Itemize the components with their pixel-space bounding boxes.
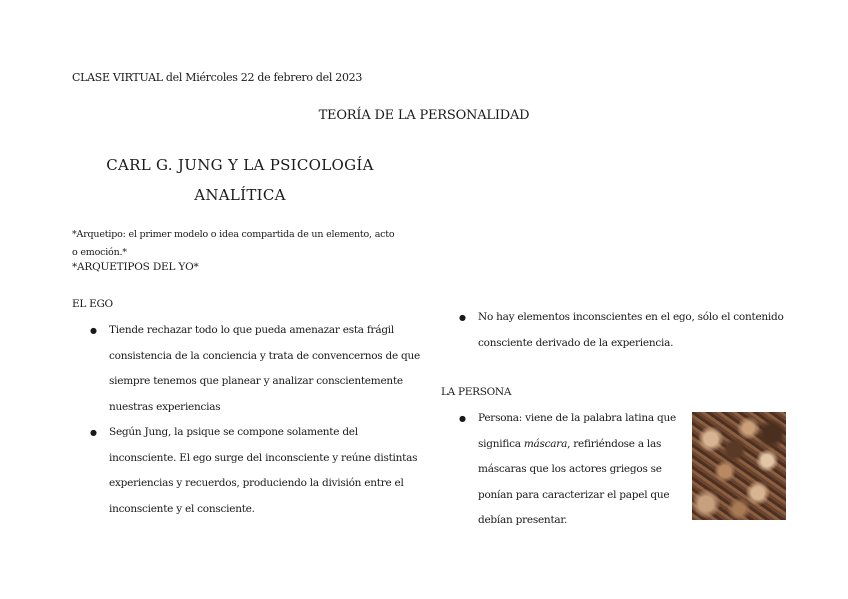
class-header: CLASE VIRTUAL del Miércoles 22 de febrero del 2023	[72, 71, 363, 84]
bullet-icon: ●	[90, 326, 97, 335]
masks-photo	[692, 412, 786, 520]
bullet-line: nuestras experiencias	[109, 400, 221, 413]
list-item	[459, 305, 799, 356]
persona-heading: LA PERSONA	[441, 386, 512, 398]
list-item	[459, 406, 689, 534]
archetype-definition: *Arquetipo: el primer modelo o idea compartida de un elemento, acto o emoción.*	[72, 229, 395, 258]
bullet-line: Tiende rechazar todo lo que pueda amenazar esta frágil	[109, 324, 395, 336]
list-item	[90, 318, 420, 420]
main-title-line1: CARL G. JUNG Y LA PSICOLOGÍA	[106, 156, 374, 174]
bullet-line: siempre tenemos que planear y analizar conscientemente	[109, 375, 403, 387]
main-title-line2: ANALÍTICA	[194, 186, 286, 204]
bullet-line: inconsciente y el consciente.	[109, 502, 255, 515]
ego-bullet-list	[90, 318, 420, 522]
bullet-line: inconsciente. El ego surge del inconsciente y reúne distintas	[109, 451, 418, 464]
persona-bullet-list	[459, 406, 689, 534]
bullet-line: significa máscara, refiriéndose a las	[478, 437, 662, 450]
ego-right-bullet-list	[459, 305, 799, 356]
bullet-line: Según Jung, la psique se compone solamente del	[109, 426, 358, 438]
bullet-line: consciente derivado de la experiencia.	[478, 336, 674, 349]
bullet-line: experiencias y recuerdos, produciendo la división entre el	[109, 477, 404, 489]
archetypes-heading: *ARQUETIPOS DEL YO*	[72, 261, 199, 273]
theory-title: TEORÍA DE LA PERSONALIDAD	[318, 108, 530, 123]
bullet-line: No hay elementos inconscientes en el ego, sólo el contenido	[478, 311, 784, 323]
bullet-line: consistencia de la conciencia y trata de convencernos de que	[109, 349, 421, 362]
bullet-line: máscaras que los actores griegos se	[478, 463, 662, 475]
bullet-icon: ●	[459, 414, 466, 423]
ego-heading: EL EGO	[72, 298, 113, 310]
list-item	[90, 420, 420, 522]
bullet-icon: ●	[459, 313, 466, 322]
main-title	[100, 150, 380, 210]
bullet-line: debían presentar.	[478, 514, 568, 526]
bullet-line: ponían para caracterizar el papel que	[478, 488, 670, 501]
emphasis-mascara: máscara	[523, 437, 568, 450]
bullet-line: Persona: viene de la palabra latina que	[478, 412, 676, 424]
bullet-icon: ●	[90, 428, 97, 437]
